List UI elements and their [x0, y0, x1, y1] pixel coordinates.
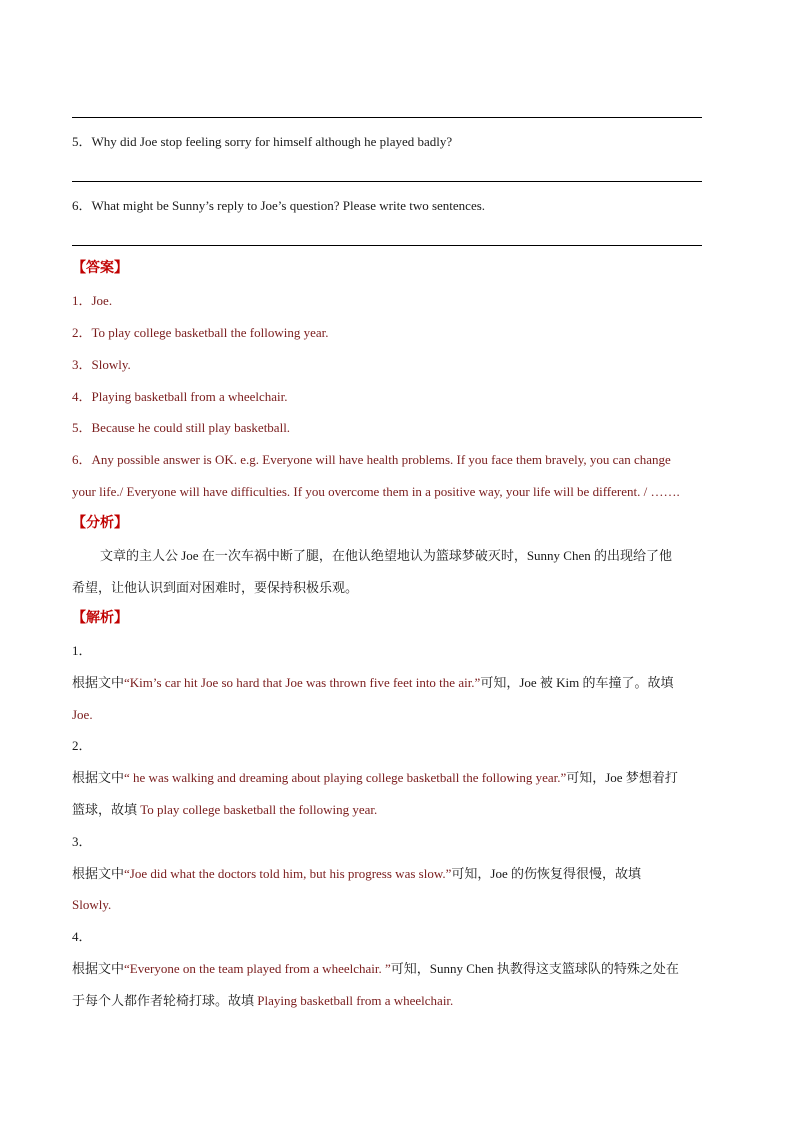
explanation-4-line-2: [72, 992, 453, 1010]
explanation-4-answer: Playing basketball from a wheelchair.: [257, 993, 454, 1008]
explanation-1-quote: “Kim’s car hit Joe so hard that Joe was thrown five feet into the air.”: [124, 675, 481, 690]
analysis-text-line-2: 希望，让他认识到面对困难时，要保持积极乐观。: [72, 580, 359, 595]
explanation-1-prefix: 根据文中: [72, 675, 125, 690]
explanation-number-1: 1．: [72, 643, 92, 658]
explanation-2-cn: 篮球，故填: [72, 802, 141, 817]
answer-heading: 【答案】: [72, 261, 128, 276]
analysis-heading: 【分析】: [72, 516, 128, 531]
explanation-2-line-2: [72, 801, 377, 819]
explanation-4-suffix: 可知，Sunny Chen 执教得这支篮球队的特殊之处在: [390, 961, 679, 976]
explanation-2-line-1: [72, 769, 678, 787]
explanation-number-2: 2．: [72, 738, 92, 753]
question-6: 6．What might be Sunny’s reply to Joe’s question? Please write two sentences.: [72, 198, 486, 213]
explanation-3-quote: “Joe did what the doctors told him, but his progress was slow.”: [124, 866, 452, 881]
answer-line: [72, 117, 702, 118]
explanation-1-line-1: [72, 674, 674, 692]
explanation-heading: 【解析】: [72, 611, 128, 626]
answer-item-3: 3．Slowly.: [72, 357, 131, 372]
explanation-1-suffix: 可知，Joe 被 Kim 的车撞了。故填: [480, 675, 674, 690]
explanation-1-line-2: Joe.: [72, 707, 93, 722]
explanation-3-suffix: 可知，Joe 的伤恢复得很慢，故填: [451, 866, 641, 881]
explanation-4-line-1: [72, 960, 679, 978]
answer-item-1: 1．Joe.: [72, 293, 113, 308]
explanation-4-cn: 于每个人都作者轮椅打球。故填: [72, 993, 258, 1008]
question-5: 5．Why did Joe stop feeling sorry for himself although he played badly?: [72, 134, 453, 149]
explanation-2-quote: “ he was walking and dreaming about playing college basketball the following year.”: [124, 770, 567, 785]
explanation-2-prefix: 根据文中: [72, 770, 125, 785]
answer-item-2: 2．To play college basketball the following year.: [72, 325, 329, 340]
answer-item-6-continued: your life./ Everyone will have difficulties. If you overcome them in a positive way, your life will be different. / …….: [72, 484, 680, 499]
explanation-number-4: 4．: [72, 929, 92, 944]
analysis-text-line-1: 文章的主人公 Joe 在一次车祸中断了腿，在他认绝望地认为篮球梦破灭时，Sunny Chen 的出现给了他: [100, 548, 673, 563]
answer-item-5: 5．Because he could still play basketball.: [72, 420, 291, 435]
answer-item-6: 6．Any possible answer is OK. e.g. Everyone will have health problems. If you face them bravely, you can change: [72, 452, 671, 467]
answer-line: [72, 181, 702, 182]
explanation-4-quote: “Everyone on the team played from a wheelchair. ”: [124, 961, 391, 976]
explanation-3-line-2: Slowly.: [72, 897, 112, 912]
explanation-3-line-1: [72, 865, 641, 883]
explanation-3-prefix: 根据文中: [72, 866, 125, 881]
explanation-number-3: 3．: [72, 834, 92, 849]
explanation-2-answer: To play college basketball the following year.: [140, 802, 378, 817]
explanation-2-suffix: 可知，Joe 梦想着打: [566, 770, 678, 785]
answer-item-4: 4．Playing basketball from a wheelchair.: [72, 389, 288, 404]
explanation-4-prefix: 根据文中: [72, 961, 125, 976]
answer-line: [72, 245, 702, 246]
